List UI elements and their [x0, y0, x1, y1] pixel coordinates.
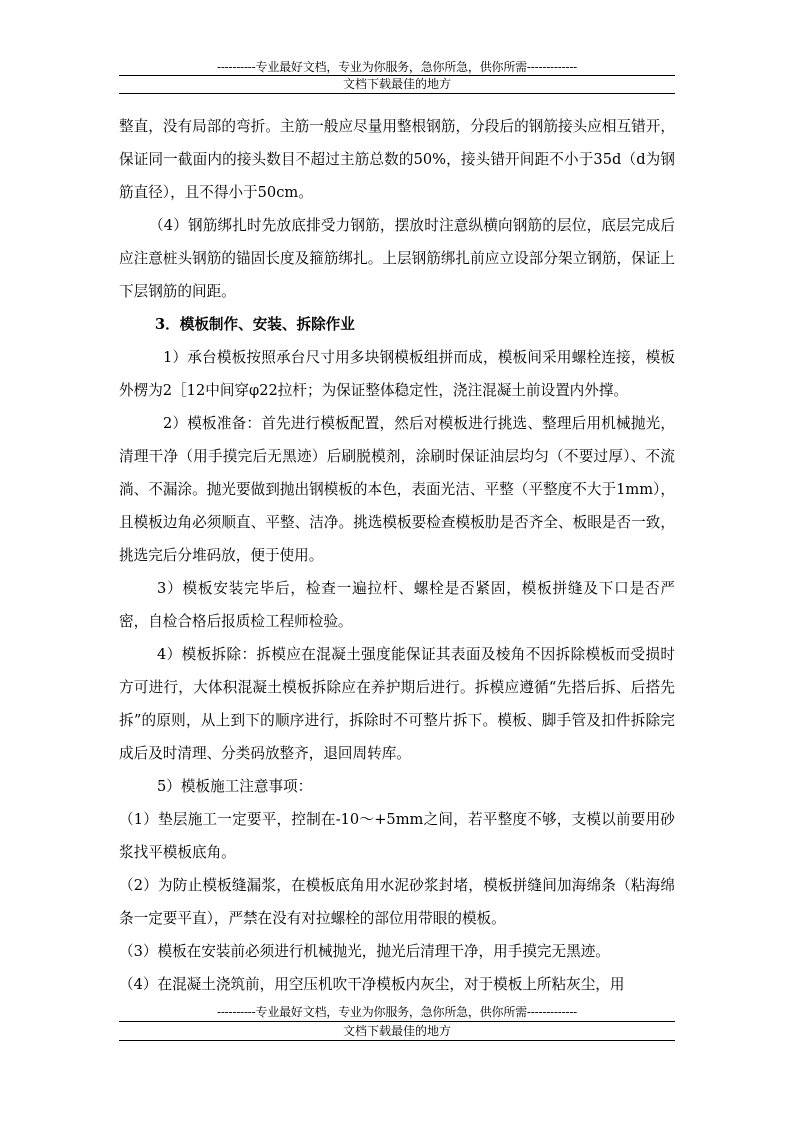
header-tagline: ----------专业最好文档，专业为你服务，急你所急，供你所需-------------	[216, 60, 578, 74]
note-1: （1）垫层施工一定要平，控制在-10～+5mm之间，若平整度不够，支模以前要用砂浆找平模板底角。	[119, 811, 675, 861]
header-subtitle: 文档下载最佳的地方	[342, 77, 451, 91]
paragraph-formwork-3: 3）模板安装完毕后，检查一遍拉杆、螺栓是否紧固，模板拼缝及下口是否严密，自检合格后报质检工程师检验。	[119, 580, 675, 630]
footer-rule	[119, 1021, 675, 1022]
paragraph-formwork-1: 1）承台模板按照承台尺寸用多块钢模板组拼而成，模板间采用螺栓连接，模板外楞为2［12中间穿φ22拉杆；为保证整体稳定性，浇注混凝土前设置内外撑。	[119, 349, 675, 399]
paragraph-formwork-5: 5）模板施工注意事项：	[157, 778, 313, 795]
footer-tagline: ----------专业最好文档，专业为你服务，急你所急，供你所需-------------	[216, 1005, 578, 1019]
footer-rule-bottom	[119, 1040, 675, 1041]
paragraph-formwork-2: 2）模板准备：首先进行模板配置，然后对模板进行挑选、整理后用机械抛光，清理干净（用手摸完后无黑迹）后刷脱模剂，涂刷时保证油层均匀（不要过厚）、不流淌、不漏涂。抛光要做到抛出钢模板的本色，表面光洁、平整（平整度不大于1mm），且模板边角必须顺直、平整、洁净。挑选模板要检查模板肋是否齐全、板眼是否一致，挑选完后分堆码放，便于使用。	[119, 415, 675, 564]
note-2: （2）为防止模板缝漏浆，在模板底角用水泥砂浆封堵，模板拼缝间加海绵条（粘海绵条一定要平直），严禁在没有对拉螺栓的部位用带眼的模板。	[119, 877, 675, 927]
note-3: （3）模板在安装前必须进行机械抛光，抛光后清理干净，用手摸完无黑迹。	[119, 943, 610, 960]
header-rule-bottom	[119, 93, 675, 94]
paragraph-item-4: （4）钢筋绑扎时先放底排受力钢筋，摆放时注意纵横向钢筋的层位，底层完成后应注意桩头钢筋的锚固长度及箍筋绑扎。上层钢筋绑扎前应立设部分架立钢筋，保证上下层钢筋的间距。	[119, 217, 675, 300]
note-4: （4）在混凝土浇筑前，用空压机吹干净模板内灰尘，对于模板上所粘灰尘，用	[119, 976, 625, 993]
paragraph-continued: 整直，没有局部的弯折。主筋一般应尽量用整根钢筋，分段后的钢筋接头应相互错开，保证同一截面内的接头数目不超过主筋总数的50%，接头错开间距不小于35d（d为钢筋直径），且不得小于50cm。	[119, 118, 675, 201]
footer-subtitle: 文档下载最佳的地方	[342, 1024, 451, 1038]
header-rule	[119, 75, 675, 76]
section-heading: 3．模板制作、安装、拆除作业	[155, 316, 355, 333]
document-body	[119, 110, 675, 1001]
paragraph-formwork-4: 4）模板拆除：拆模应在混凝土强度能保证其表面及棱角不因拆除模板而受损时方可进行，大体积混凝土模板拆除应在养护期后进行。拆模应遵循“先搭后拆、后搭先拆”的原则，从上到下的顺序进行，拆除时不可整片拆下。模板、脚手管及扣件拆除完成后及时清理、分类码放整齐，退回周转库。	[119, 646, 675, 762]
